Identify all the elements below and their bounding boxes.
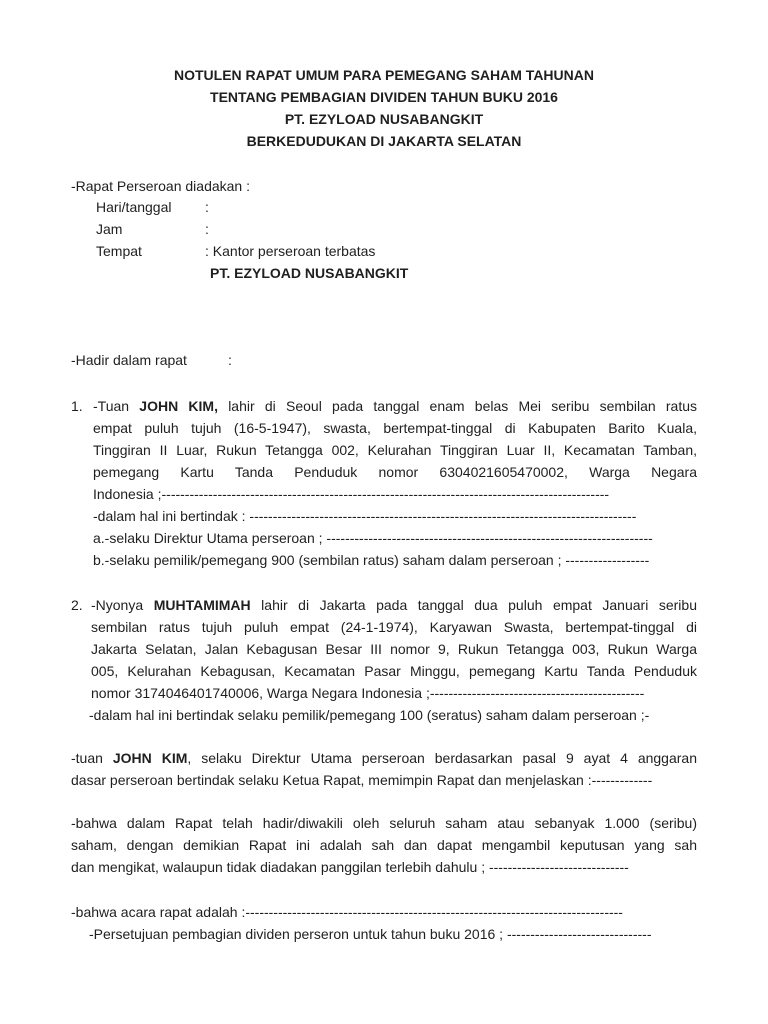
person1-capacity-b: b.-selaku pemilik/pemegang 900 (sembilan ratus) saham dalam perseroan ; ------------------ <box>93 552 650 568</box>
person2-line-1 <box>91 595 697 615</box>
place-company: PT. EZYLOAD NUSABANGKIT <box>210 265 409 281</box>
chair-prefix: -tuan <box>71 750 113 766</box>
person1-capacity-a: a.-selaku Direktur Utama perseroan ; ---------------------------------------------------------------------- <box>93 530 653 546</box>
person2-line-4: 005, Kelurahan Kebagusan, Kecamatan Pasar Minggu, pemegang Kartu Tanda Penduduk <box>91 663 697 679</box>
meeting-intro: -Rapat Perseroan diadakan : <box>71 178 250 194</box>
chair-line-1 <box>71 748 697 768</box>
person1-name: JOHN KIM, <box>139 398 218 414</box>
person1-line-2: empat puluh tujuh (16-5-1947), swasta, bertempat-tinggal di Kabupaten Barito Kuala, <box>93 420 697 436</box>
person1-capacity: -dalam hal ini bertindak : ----------------------------------------------------------------------------------- <box>93 508 637 524</box>
person2-line-1-rest: lahir di Jakarta pada tanggal dua puluh empat Januari seribu <box>250 597 697 613</box>
person2-number: 2. <box>71 597 83 613</box>
chair-name: JOHN KIM <box>112 750 188 766</box>
place-label: Tempat <box>96 243 142 259</box>
place-value: : Kantor perseroan terbatas <box>205 243 376 259</box>
day-value: : <box>205 199 209 215</box>
person2-prefix: -Nyonya <box>91 597 154 613</box>
time-label: Jam <box>96 221 123 237</box>
person1-line-1 <box>93 396 697 416</box>
document-title-line-2: TENTANG PEMBAGIAN DIVIDEN TAHUN BUKU 2016 <box>210 89 558 105</box>
person2-capacity: -dalam hal ini bertindak selaku pemilik/pemegang 100 (seratus) saham dalam perseroan ;- <box>89 707 650 723</box>
agenda-intro: -bahwa acara rapat adalah :--------------------------------------------------------------------------------- <box>71 904 623 920</box>
chair-line-2: dasar perseroan bertindak selaku Ketua Rapat, memimpin Rapat dan menjelaskan :------------- <box>71 772 653 788</box>
person1-number: 1. <box>71 398 83 414</box>
person1-line-5: Indonesia ;------------------------------------------------------------------------------------------------ <box>93 486 610 502</box>
chair-line-1-rest: , selaku Direktur Utama perseroan berdasarkan pasal 9 ayat 4 anggaran <box>187 750 697 766</box>
time-value: : <box>205 221 209 237</box>
attendance-colon: : <box>228 352 232 368</box>
person2-line-3: Jakarta Selatan, Jalan Kebagusan Besar III nomor 9, Rukun Tetangga 003, Rukun Warga <box>91 641 697 657</box>
person1-line-1-rest: lahir di Seoul pada tanggal enam belas Mei seribu sembilan ratus <box>217 398 697 414</box>
person1-prefix: -Tuan <box>93 398 140 414</box>
quorum-line-3: dan mengikat, walaupun tidak diadakan panggilan terlebih dahulu ; ------------------------------ <box>71 859 629 875</box>
quorum-line-1: -bahwa dalam Rapat telah hadir/diwakili oleh seluruh saham atau sebanyak 1.000 (seribu) <box>71 815 697 831</box>
company-name-title: PT. EZYLOAD NUSABANGKIT <box>284 111 484 127</box>
company-domicile-title: BERKEDUDUKAN DI JAKARTA SELATAN <box>246 133 522 149</box>
person2-name: MUHTAMIMAH <box>153 597 251 613</box>
quorum-line-2: saham, dengan demikian Rapat ini adalah sah dan dapat mengambil keputusan yang sah <box>71 837 697 853</box>
person1-line-4: pemegang Kartu Tanda Penduduk nomor 6304021605470002, Warga Negara <box>93 464 697 480</box>
person1-line-3: Tinggiran II Luar, Rukun Tetangga 002, Kelurahan Tinggiran Luar II, Kecamatan Tamban, <box>93 442 697 458</box>
day-label: Hari/tanggal <box>96 199 172 215</box>
person2-line-2: sembilan ratus tujuh puluh empat (24-1-1974), Karyawan Swasta, bertempat-tinggal di <box>91 619 697 635</box>
agenda-item-1: -Persetujuan pembagian dividen perseron untuk tahun buku 2016 ; ------------------------------- <box>89 926 652 942</box>
attendance-label: -Hadir dalam rapat <box>71 352 187 368</box>
document-title-line-1: NOTULEN RAPAT UMUM PARA PEMEGANG SAHAM TAHUNAN <box>174 67 594 83</box>
person2-line-5: nomor 3174046401740006, Warga Negara Indonesia ;---------------------------------------------- <box>91 685 645 701</box>
